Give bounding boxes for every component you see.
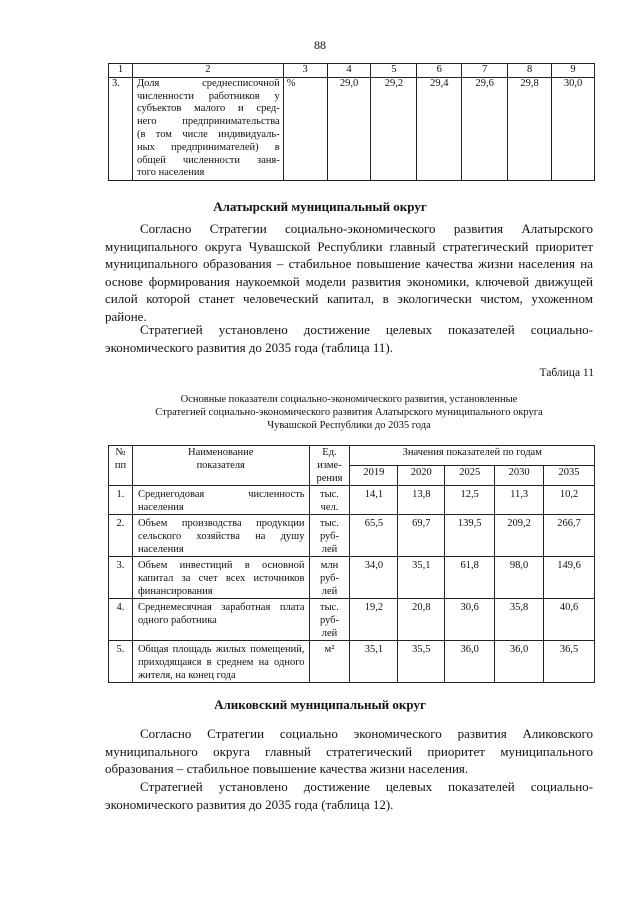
value-cell: 35,5 (398, 641, 445, 683)
value-cell: 29,8 (508, 77, 552, 180)
indicator-name: Общая площадь жилых помещений, приходящаяся в среднем на одного жителя, на конец года (132, 641, 309, 683)
header-line: № (115, 447, 126, 458)
column-number-cell: 9 (552, 64, 595, 78)
value-cell: 36,5 (544, 641, 595, 683)
indicator-name-line: того населения (136, 167, 205, 179)
value-cell: 98,0 (495, 557, 544, 599)
unit-cell: % (283, 77, 327, 180)
header-line: пп (114, 460, 127, 471)
caption-line: Стратегией социально-экономического развития Алатырского муниципального округа (155, 407, 543, 418)
indicator-name (132, 77, 283, 180)
value-cell: 139,5 (445, 515, 495, 557)
header-line: изме- (317, 460, 342, 471)
paragraph: Согласно Стратегии социально экономического развития Аликовского муниципального округа главный стратегический приоритет муниципального образования – стабильное повышение качества жизни населения. (105, 726, 593, 776)
page-number: 88 (314, 38, 326, 52)
caption-line: Чувашской Республики до 2035 года (267, 420, 431, 431)
value-cell: 19,2 (350, 599, 398, 641)
section-heading-alatyr: Алатырский муниципальный округ (213, 199, 427, 214)
header-line: Ед. (322, 447, 337, 458)
value-cell: 36,0 (445, 641, 495, 683)
header-line: Наименование (188, 447, 254, 458)
value-cell: 61,8 (445, 557, 495, 599)
continuation-table (108, 63, 595, 181)
unit-line: руб- (319, 531, 339, 542)
value-cell: 30,6 (445, 599, 495, 641)
indicator-name-line: численности работников у (136, 90, 280, 102)
indicator-name-line: Доля среднесписочной (136, 77, 280, 89)
unit-line: лей (321, 544, 338, 555)
header-year: 2020 (398, 466, 445, 486)
value-cell: 11,3 (495, 486, 544, 515)
column-number-cell: 7 (462, 64, 508, 78)
indicator-name-line: общей численности заня- (136, 154, 280, 166)
value-cell: 149,6 (544, 557, 595, 599)
column-number-cell: 5 (371, 64, 417, 78)
row-number: 3. (109, 77, 133, 180)
column-number-cell: 6 (417, 64, 462, 78)
indicator-name: Среднегодовая численность населения (132, 486, 309, 515)
table-row (109, 486, 595, 515)
table-row (109, 515, 595, 557)
table-row (109, 557, 595, 599)
table-row (109, 641, 595, 683)
unit-line: руб- (319, 573, 339, 584)
header-values-group: Значения показателей по годам (350, 446, 595, 466)
caption-line: Основные показатели социально-экономического развития, установленные (180, 394, 518, 405)
column-number-cell: 1 (109, 64, 133, 78)
unit-line: лей (321, 586, 338, 597)
header-name (132, 446, 309, 486)
column-number-cell: 8 (508, 64, 552, 78)
value-cell: 35,1 (350, 641, 398, 683)
indicators-table (108, 445, 595, 683)
value-cell: 29,6 (462, 77, 508, 180)
indicator-name: Среднемесячная заработная плата одного работника (132, 599, 309, 641)
indicator-name-line: ных предпринимателей) в (136, 141, 280, 153)
value-cell: 30,0 (552, 77, 595, 180)
value-cell: 20,8 (398, 599, 445, 641)
continuation-header-row (109, 64, 595, 78)
value-cell: 14,1 (350, 486, 398, 515)
value-cell: 35,1 (398, 557, 445, 599)
column-number-cell: 2 (132, 64, 283, 78)
header-line: рения (316, 473, 343, 484)
unit-line: тыс. (320, 518, 339, 529)
value-cell: 209,2 (495, 515, 544, 557)
value-cell: 36,0 (495, 641, 544, 683)
indicator-name-line: субъектов малого и сред- (136, 103, 280, 115)
row-number: 4. (109, 599, 133, 641)
section-heading-alikovo: Аликовский муниципальный округ (214, 697, 426, 712)
value-cell: 10,2 (544, 486, 595, 515)
row-number: 5. (109, 641, 133, 683)
indicator-name: Объем инвестиций в основной капитал за счет всех источников финансирования (132, 557, 309, 599)
value-cell: 12,5 (445, 486, 495, 515)
unit-cell (309, 515, 350, 557)
unit-cell (309, 557, 350, 599)
table-row (109, 77, 595, 180)
table-header-row (109, 446, 595, 466)
header-line: показателя (196, 460, 245, 471)
value-cell: 29,4 (417, 77, 462, 180)
unit-line: тыс. (320, 602, 339, 613)
header-year: 2030 (495, 466, 544, 486)
row-number: 1. (109, 486, 133, 515)
unit-cell (309, 599, 350, 641)
indicator-name-line: (в том числе индивидуаль- (136, 128, 280, 140)
unit-line: руб- (319, 615, 339, 626)
unit-cell (309, 486, 350, 515)
table-label: Таблица 11 (539, 367, 594, 379)
header-unit (309, 446, 350, 486)
header-year: 2025 (445, 466, 495, 486)
table-caption (105, 393, 593, 432)
header-year: 2035 (544, 466, 595, 486)
row-number: 3. (109, 557, 133, 599)
value-cell: 40,6 (544, 599, 595, 641)
paragraph: Стратегией установлено достижение целевых показателей социально-экономического развития до 2035 года (таблица 11). (105, 322, 593, 355)
value-cell: 65,5 (350, 515, 398, 557)
row-number: 2. (109, 515, 133, 557)
value-cell: 69,7 (398, 515, 445, 557)
header-number (109, 446, 133, 486)
column-number-cell: 3 (283, 64, 327, 78)
table-row (109, 599, 595, 641)
paragraph: Согласно Стратегии социально-экономического развития Алатырского муниципального округа Чувашской Республики главный стратегический приоритет муниципального образования – стабильное повышение качества жизни населения на основе формирования наукоемкой модели развития экономики, ключевой движущей силой которой станет человеческий капитал, в экологически чистом, ухоженном районе. (105, 221, 593, 324)
value-cell: 29,2 (371, 77, 417, 180)
value-cell: 266,7 (544, 515, 595, 557)
value-cell: 29,0 (327, 77, 371, 180)
unit-cell (309, 641, 350, 683)
header-year: 2019 (350, 466, 398, 486)
paragraph: Стратегией установлено достижение целевых показателей социально-экономического развития до 2035 года (таблица 12). (105, 779, 593, 812)
value-cell: 13,8 (398, 486, 445, 515)
unit-line: лей (321, 628, 338, 639)
value-cell: 35,8 (495, 599, 544, 641)
unit-line: млн (320, 560, 339, 571)
unit-line: тыс. (320, 489, 339, 500)
unit-line: чел. (320, 502, 339, 513)
indicator-name-line: него предпринимательства (136, 116, 280, 128)
column-number-cell: 4 (327, 64, 371, 78)
indicator-name: Объем производства продукции сельского хозяйства на душу населения (132, 515, 309, 557)
value-cell: 34,0 (350, 557, 398, 599)
unit-line: м² (324, 644, 335, 655)
